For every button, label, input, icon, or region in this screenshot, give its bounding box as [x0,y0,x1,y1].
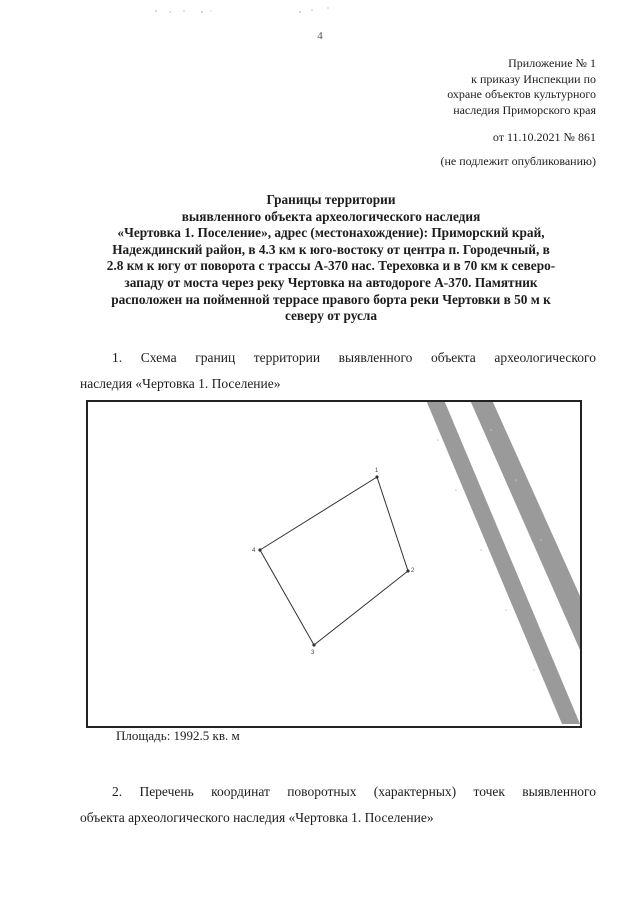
title-line: 2.8 км к югу от поворота с трассы А-370 нас. Тереховка и в 70 км к северо- [106,258,556,274]
order-date: от 11.10.2021 № 861 [492,130,596,144]
page-number: 4 [317,30,323,42]
section-2-heading [80,779,596,831]
appendix-header [336,56,596,118]
boundary-point-3 [312,643,315,646]
title-line: западу от моста через реку Чертовка на автодороге А-370. Памятник [124,274,538,290]
appendix-line: наследия Приморского края [453,102,596,117]
section-2-line: объекта археологического наследия «Чертовка 1. Поселение» [80,810,434,825]
section-1-heading [80,345,596,397]
point-label-4: 4 [252,548,256,554]
point-label-2: 2 [411,568,415,574]
document-title [66,192,596,325]
appendix-line: охране объектов культурного [447,87,596,101]
boundary-point-4 [258,548,261,551]
boundary-scheme-map [86,400,582,728]
title-line: Границы территории [266,192,396,207]
title-line: Надеждинский район, в 4.3 км к юго-востоку от центра п. Городечный, в [112,241,550,257]
section-1-line: 1. Схема границ территории выявленного объекта археологического [112,350,596,365]
appendix-line: к приказу Инспекции по [471,71,596,86]
boundary-point-2 [406,569,409,572]
section-2-line: 2. Перечень координат поворотных (характерных) точек выявленного [112,784,596,799]
area-value: Площадь: 1992.5 кв. м [116,728,240,743]
title-line: расположен на пойменной террасе правого борта реки Чертовки в 50 м к [111,291,551,307]
point-label-1: 1 [375,468,379,474]
title-line: северу от русла [284,308,378,324]
title-line: выявленного объекта археологического наследия [181,208,481,224]
scan-artifact [150,4,350,16]
appendix-line: Приложение № 1 [508,56,596,70]
publication-note: (не подлежит опубликованию) [440,154,596,168]
point-label-3: 3 [311,650,315,656]
section-1-line: наследия «Чертовка 1. Поселение» [80,376,281,391]
title-line: «Чертовка 1. Поселение», адрес (местонахождение): Приморский край, [117,225,545,241]
boundary-point-1 [375,475,378,478]
